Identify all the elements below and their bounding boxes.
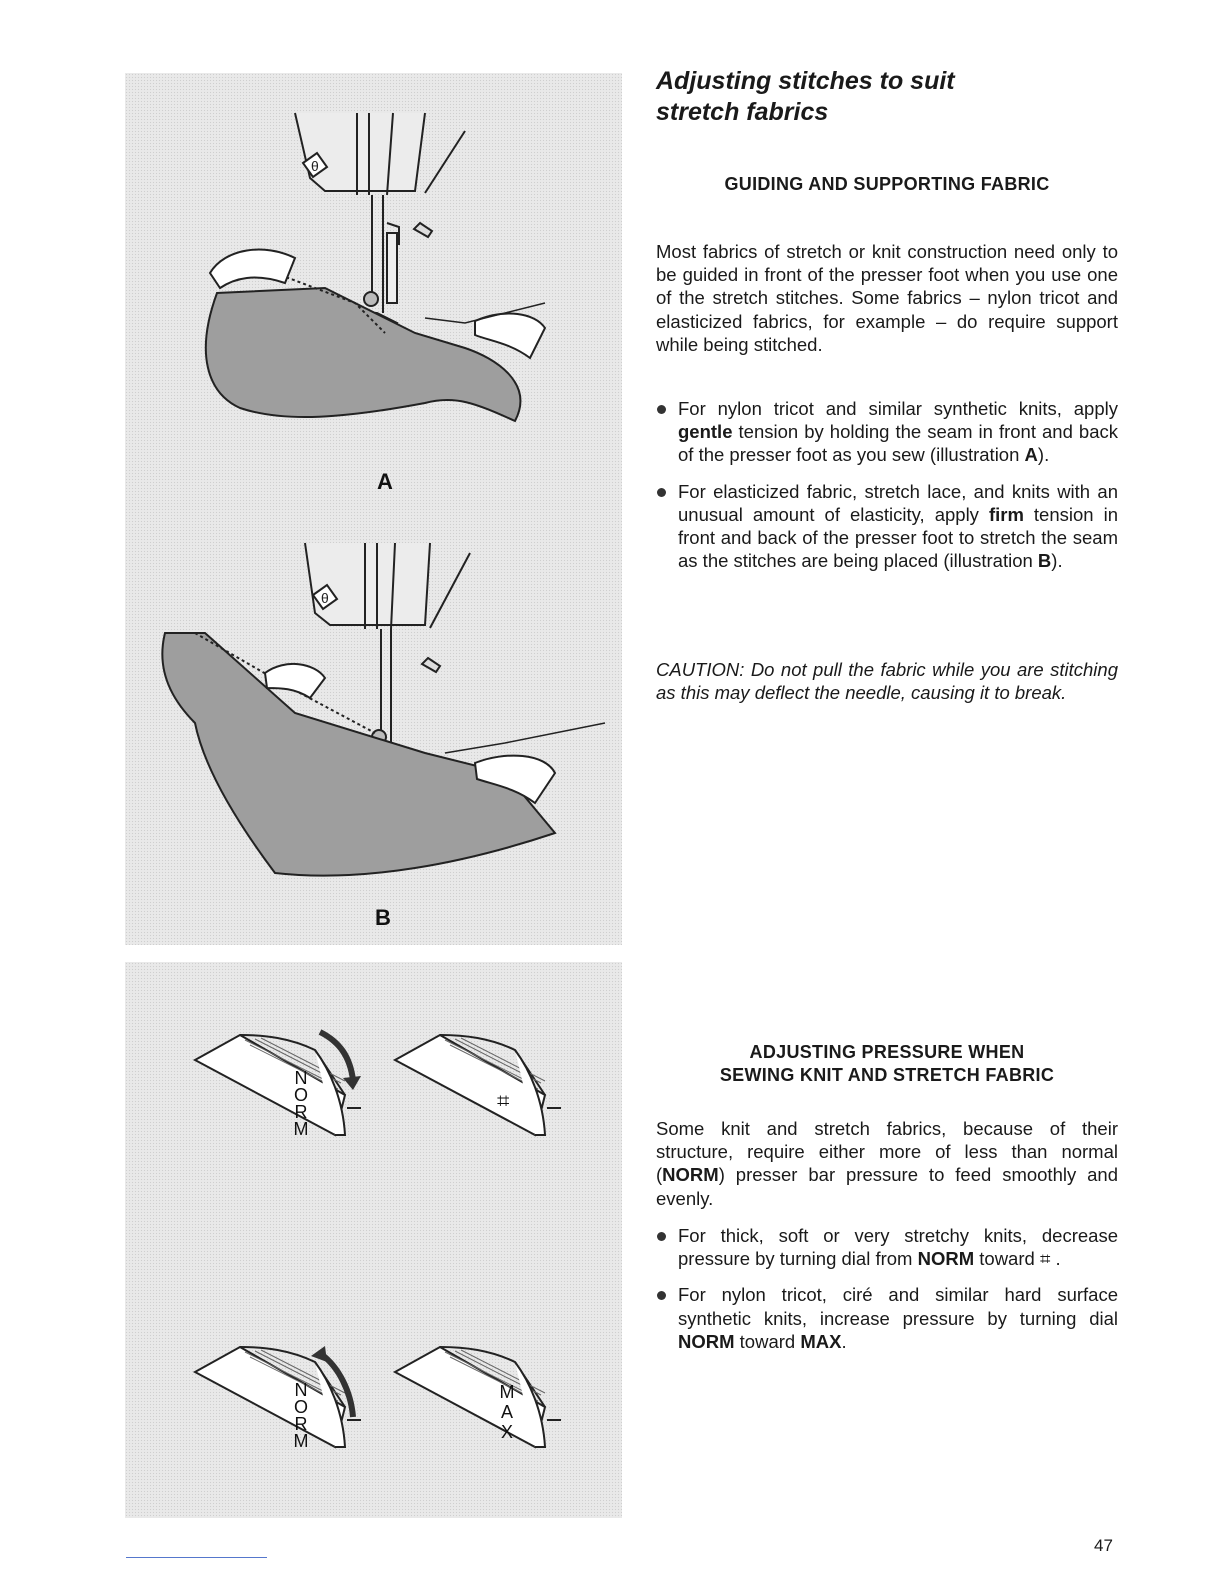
guiding-intro-paragraph: Most fabrics of stretch or knit construction need only to be guided in front of the presser foot when you use one of the stretch stitches. Some fabrics – nylon tricot and elasticized fabrics, for example – do require support while being stitched.	[656, 241, 1118, 355]
page-number: 47	[1094, 1536, 1113, 1555]
illustration-a	[206, 113, 545, 421]
title-line-2: stretch fabrics	[656, 98, 829, 126]
dial-norm-text-top: N O R M	[293, 1068, 309, 1139]
bullet-icon	[657, 1291, 666, 1300]
guiding-bullet-gentle: For nylon tricot and similar synthetic knits, apply gentle tension by holding the seam in front and back of the presser foot as you sew (illustration A).	[656, 397, 1118, 467]
sewing-machine-illustrations	[125, 73, 622, 945]
footer-rule	[126, 1557, 267, 1558]
illustration-b	[162, 543, 605, 876]
dial-hash-symbol: ⌗	[497, 1088, 510, 1113]
pressure-bullet-list	[656, 1224, 1118, 1366]
dial-norm-increase	[195, 1347, 361, 1447]
title-line-1: Adjusting stitches to suit	[656, 67, 955, 95]
dial-norm-text-bottom: N O R M	[293, 1380, 309, 1451]
bullet-icon	[657, 405, 666, 414]
bullet-icon	[657, 488, 666, 497]
pressure-dial-panel	[125, 962, 622, 1518]
sewing-illustration-panel	[125, 73, 622, 945]
pressure-heading: ADJUSTING PRESSURE WHEN SEWING KNIT AND STRETCH FABRIC	[719, 1042, 1055, 1085]
caution-note: CAUTION: Do not pull the fabric while you are stitching as this may deflect the needle, causing it to break.	[656, 659, 1118, 704]
svg-text:θ: θ	[321, 590, 329, 606]
pressure-bullet-decrease: For thick, soft or very stretchy knits, decrease pressure by turning dial from NORM toward ⌗ .	[656, 1224, 1118, 1270]
guiding-bullet-firm: For elasticized fabric, stretch lace, and knits with an unusual amount of elasticity, apply firm tension in front and back of the presser foot to stretch the seam as the stitches are being placed (illustration B).	[656, 480, 1118, 573]
dial-hash	[395, 1035, 561, 1135]
illustration-a-label: A	[377, 469, 393, 494]
page-title	[656, 66, 1126, 128]
hash-symbol: ⌗	[1039, 1248, 1051, 1270]
pressure-intro-paragraph: Some knit and stretch fabrics, because of their structure, require either more of less than normal (NORM) presser bar pressure to feed smoothly and evenly.	[656, 1118, 1118, 1209]
svg-text:θ: θ	[311, 158, 319, 174]
guiding-bullet-list	[656, 397, 1118, 585]
guiding-heading: GUIDING AND SUPPORTING FABRIC	[724, 174, 1050, 194]
pressure-dial-illustrations	[125, 962, 622, 1518]
pressure-bullet-increase: For nylon tricot, ciré and similar hard surface synthetic knits, increase pressure by turning dial NORM toward MAX.	[656, 1283, 1118, 1353]
dial-max-text: M A X	[499, 1382, 515, 1442]
dial-max	[395, 1347, 561, 1447]
dial-norm-decrease	[195, 1035, 361, 1135]
bullet-icon	[657, 1232, 666, 1241]
illustration-b-label: B	[375, 905, 391, 930]
